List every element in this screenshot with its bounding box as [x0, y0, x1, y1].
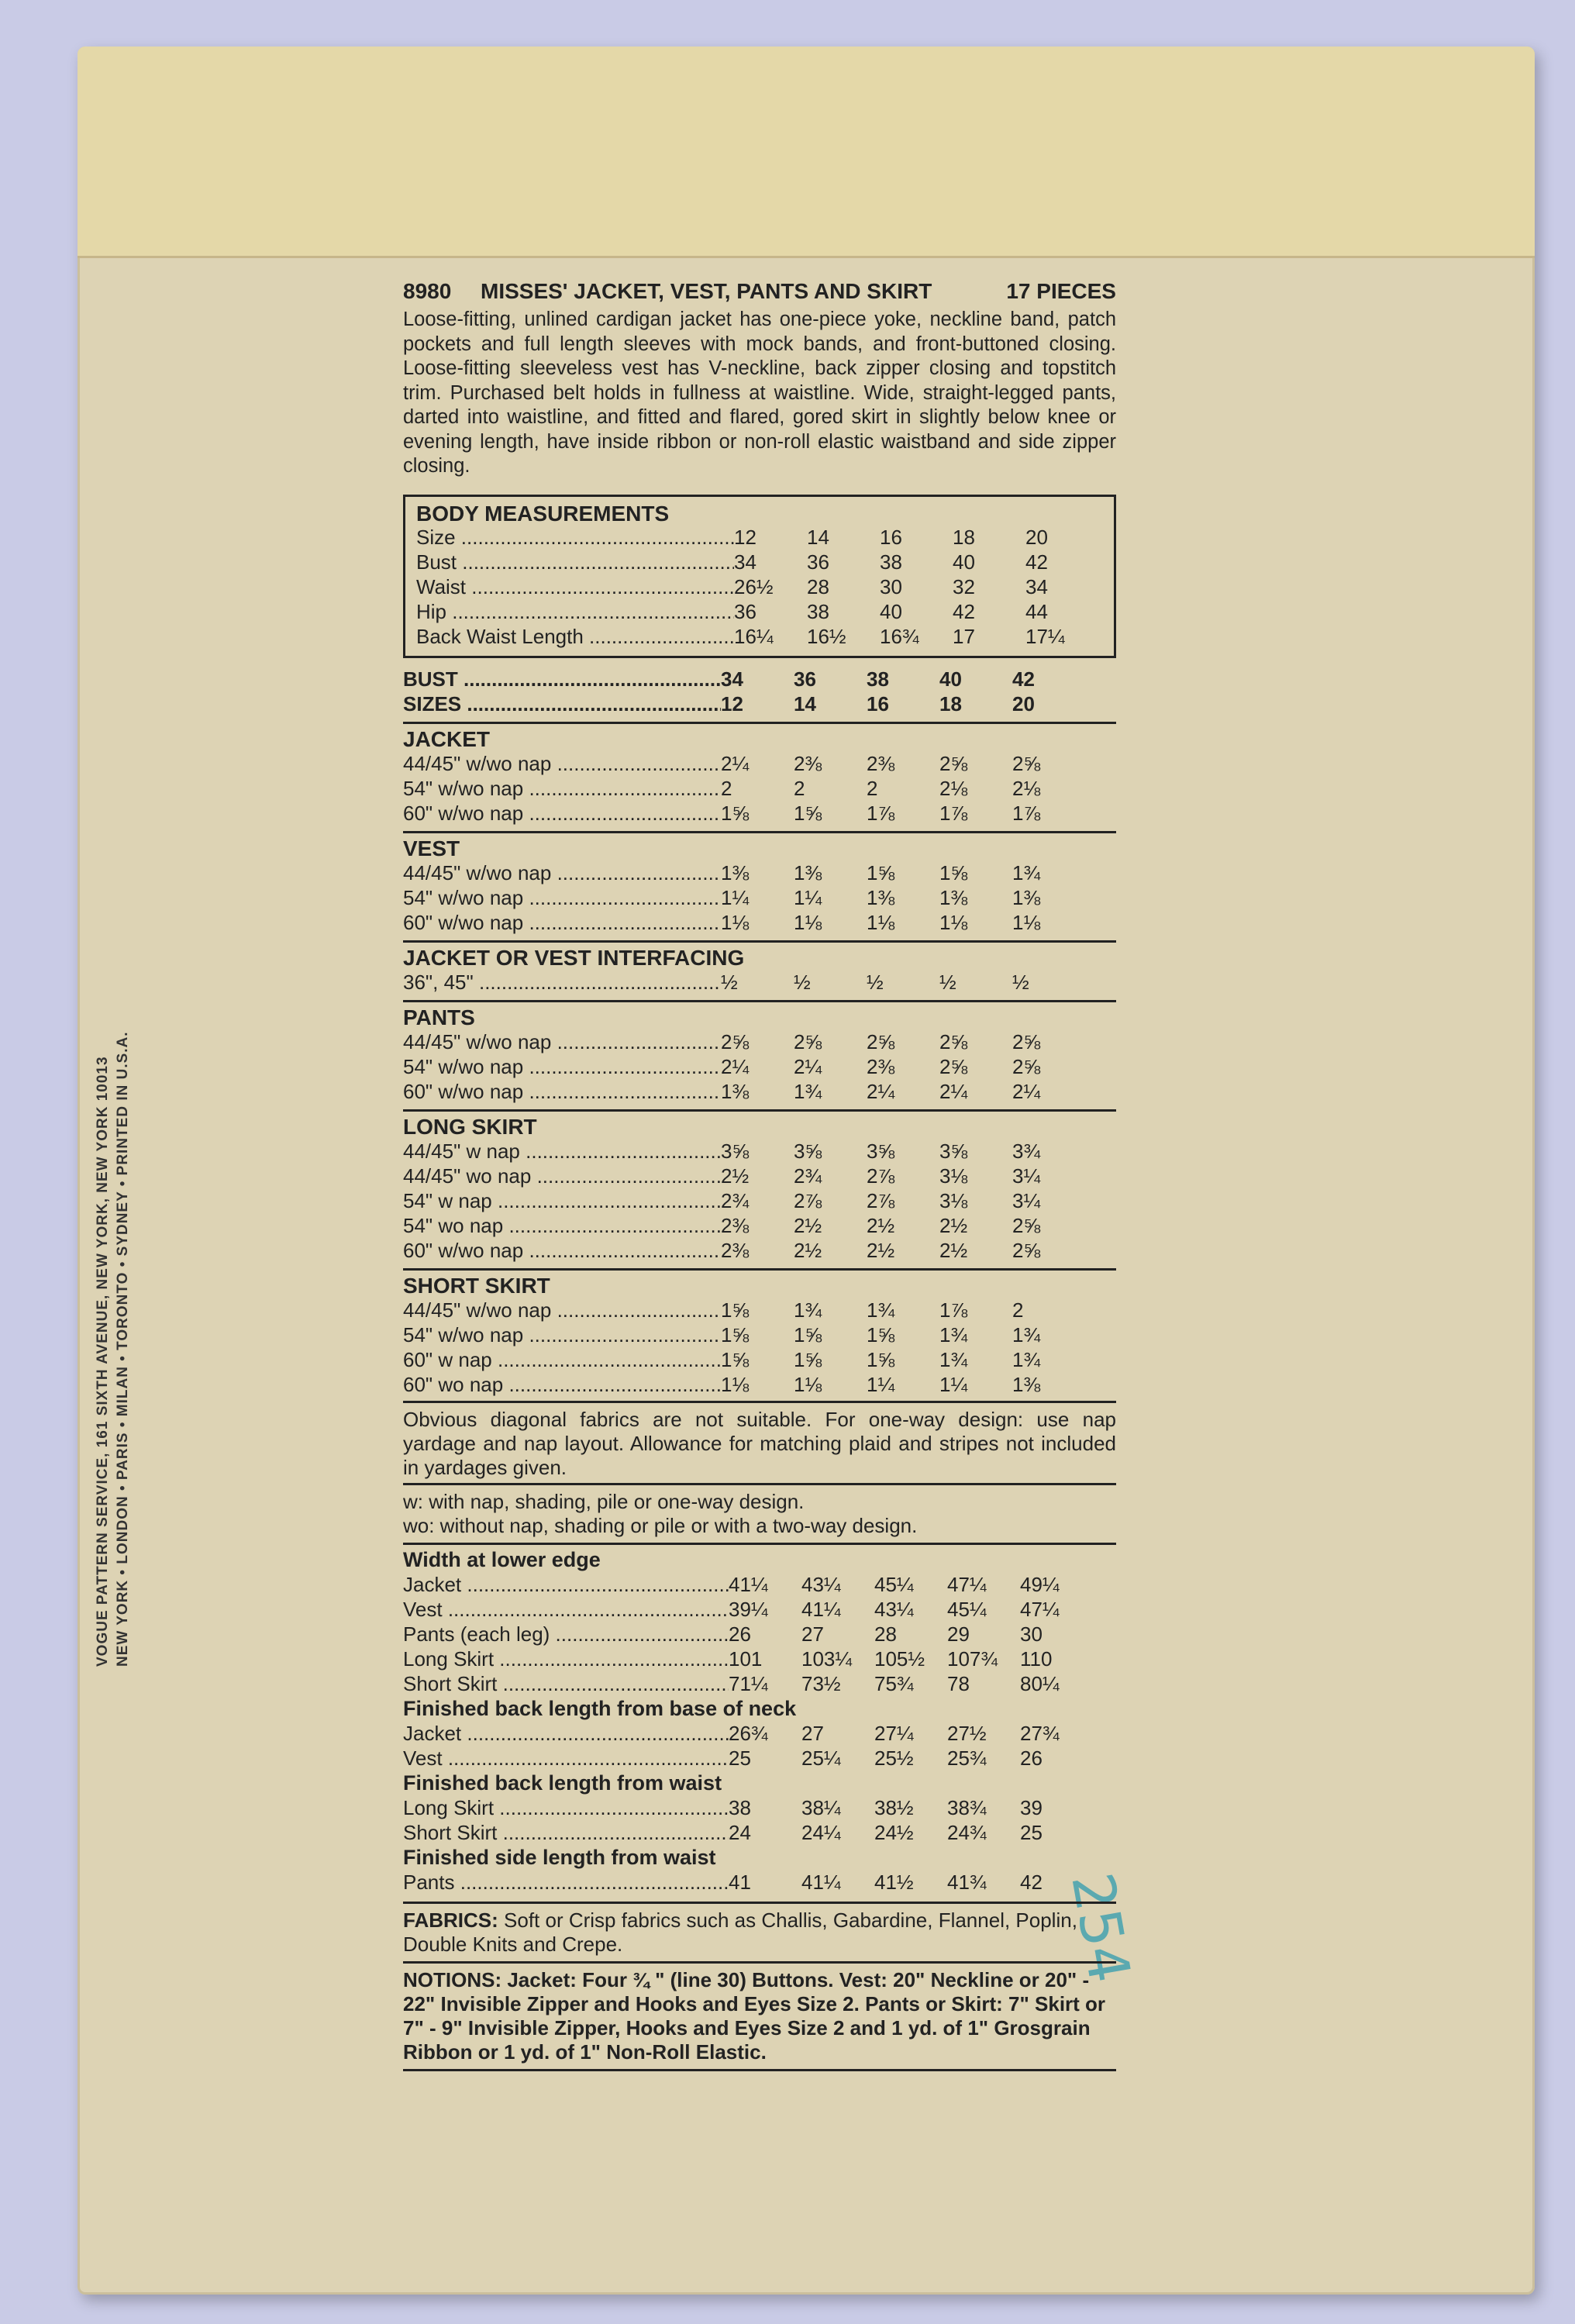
size-value: 27½ — [947, 1721, 987, 1745]
diagonal-note: Obvious diagonal fabrics are not suitable. For one-way design: use nap yardage and nap layout. Allowance for matching plaid and stripes not included in yardages given. — [403, 1401, 1116, 1480]
size-value: 28 — [874, 1622, 897, 1646]
size-value: 39 — [1020, 1795, 1043, 1819]
size-value: 26½ — [734, 574, 774, 598]
size-value: 18 — [953, 525, 975, 549]
size-value: 14 — [807, 525, 829, 549]
size-value: 17¼ — [1025, 624, 1065, 648]
size-value: 12 — [721, 691, 743, 715]
size-value: 2⅝ — [1012, 1238, 1041, 1262]
size-value: 47¼ — [947, 1572, 987, 1596]
size-value: 49¼ — [1020, 1572, 1060, 1596]
row-label: 60" w nap ..... — [403, 1348, 721, 1372]
size-value: 3⅛ — [939, 1188, 968, 1212]
size-value: 41½ — [874, 1870, 914, 1894]
body-measurement-row — [416, 625, 1106, 650]
size-value: ½ — [867, 970, 884, 994]
size-value: 1⅞ — [939, 801, 968, 825]
size-value: 34 — [1025, 574, 1048, 598]
size-value: 1⅛ — [794, 1372, 822, 1396]
size-value: 25¼ — [801, 1746, 841, 1770]
size-value: 2½ — [939, 1213, 968, 1237]
row-label: 54" w nap ..... — [403, 1189, 721, 1213]
size-value: 41 — [729, 1870, 751, 1894]
size-value: 2¼ — [721, 1054, 750, 1078]
size-value: 42 — [1012, 667, 1035, 691]
notions-text: Jacket: Four ¾ " (line 30) Buttons. Vest: 20" Neckline or 20" - 22" Invisible Zipper and Hooks and Eyes Size 2. Pants or Skirt: 7" Skirt or 7" - 9" Invisible Zipper, Hooks and Eyes Size 2 and 1 yd. of 1" Grosgrain Ribbon or 1 yd. of 1" Non-Roll Elastic. — [403, 1967, 1106, 2064]
row-label: Long Skirt ..... — [403, 1796, 729, 1820]
size-value: 2½ — [939, 1238, 968, 1262]
size-value: 105½ — [874, 1646, 925, 1671]
size-value: 3¼ — [1012, 1164, 1041, 1188]
size-value: 75¾ — [874, 1671, 914, 1695]
size-value: 17 — [953, 624, 975, 648]
size-header-row — [403, 667, 1116, 692]
size-value: 71¼ — [729, 1671, 768, 1695]
size-value: 30 — [880, 574, 902, 598]
size-value: 2⅜ — [794, 751, 822, 775]
row-label: 44/45" w nap ..... — [403, 1140, 721, 1164]
size-value: 3⅝ — [867, 1139, 895, 1163]
size-value: 36 — [734, 599, 756, 623]
size-value: 1⅝ — [867, 1322, 895, 1346]
yardage-row — [403, 1373, 1116, 1398]
size-value: 1⅛ — [939, 910, 968, 934]
publisher-cities: NEW YORK • LONDON • PARIS • MILAN • TORONTO • SYDNEY • PRINTED IN U.S.A. — [115, 1031, 131, 1667]
body-measurements-title: BODY MEASUREMENTS — [416, 501, 670, 526]
size-value: 38 — [807, 599, 829, 623]
size-value: 28 — [807, 574, 829, 598]
size-value: 3⅝ — [721, 1139, 750, 1163]
size-value: 80¼ — [1020, 1671, 1060, 1695]
row-label: 44/45" w/wo nap ..... — [403, 752, 721, 776]
size-value: 1⅝ — [721, 1298, 750, 1322]
row-label: 54" w/wo nap ..... — [403, 1323, 721, 1347]
row-label: Bust ..... — [416, 550, 734, 574]
size-header-row — [403, 692, 1116, 717]
size-value: 16 — [880, 525, 902, 549]
finished-row — [403, 1796, 1116, 1821]
row-label: BUST ..... — [403, 667, 721, 691]
notions-section — [403, 1961, 1116, 2071]
yardage-row — [403, 1164, 1116, 1189]
size-value: ½ — [794, 970, 811, 994]
yardage-section-title: PANTS — [403, 1005, 475, 1029]
yardage-row — [403, 1214, 1116, 1239]
size-value: 25½ — [874, 1746, 914, 1770]
yardage-section-title: SHORT SKIRT — [403, 1273, 550, 1298]
size-value: 27¼ — [874, 1721, 914, 1745]
publisher-address: VOGUE PATTERN SERVICE, 161 SIXTH AVENUE, NEW YORK, NEW YORK 10013 — [95, 1056, 111, 1667]
size-value: 45¼ — [874, 1572, 914, 1596]
size-value: 18 — [939, 691, 962, 715]
size-value: 38¼ — [801, 1795, 841, 1819]
size-value: 2⅜ — [867, 1054, 895, 1078]
size-value: 2⅞ — [794, 1188, 822, 1212]
body-measurements-rows — [416, 526, 1106, 650]
size-value: 2¾ — [721, 1188, 750, 1212]
row-label: Short Skirt ..... — [403, 1821, 729, 1845]
size-value: 41¼ — [801, 1870, 841, 1894]
size-value: 2¾ — [794, 1164, 822, 1188]
row-label: 60" w/wo nap ..... — [403, 1239, 721, 1263]
yardage-section — [403, 722, 1116, 826]
yardage-section-title: VEST — [403, 836, 460, 860]
size-value: 25¾ — [947, 1746, 987, 1770]
size-value: 20 — [1012, 691, 1035, 715]
yardage-section-title: LONG SKIRT — [403, 1114, 537, 1139]
size-value: 1¼ — [867, 1372, 895, 1396]
size-value: 2⅜ — [867, 751, 895, 775]
size-value: 43¼ — [874, 1597, 914, 1621]
size-value: 1⅞ — [939, 1298, 968, 1322]
size-value: 2¼ — [794, 1054, 822, 1078]
size-value: 26¾ — [729, 1721, 768, 1745]
size-value: 44 — [1025, 599, 1048, 623]
fabrics-label: FABRICS: — [403, 1908, 498, 1932]
yardage-row — [403, 802, 1116, 826]
row-label: 54" w/wo nap ..... — [403, 1055, 721, 1079]
body-measurement-row — [416, 550, 1106, 575]
publisher-side-text — [93, 698, 133, 1667]
finished-row — [403, 1722, 1116, 1746]
body-measurement-row — [416, 600, 1106, 625]
size-value: 38 — [729, 1795, 751, 1819]
row-label: 54" wo nap ..... — [403, 1214, 721, 1238]
finished-row — [403, 1647, 1116, 1672]
size-value: 2½ — [794, 1238, 822, 1262]
size-value: 27¾ — [1020, 1721, 1060, 1745]
finished-section-title: Finished back length from waist — [403, 1771, 722, 1795]
size-value: 1⅜ — [794, 860, 822, 884]
size-value: 38¾ — [947, 1795, 987, 1819]
size-value: 1⅝ — [794, 801, 822, 825]
size-value: 107¾ — [947, 1646, 998, 1671]
size-value: 2 — [867, 776, 878, 800]
size-value: 38 — [880, 550, 902, 574]
size-value: 103¼ — [801, 1646, 853, 1671]
size-value: 1⅜ — [721, 1079, 750, 1103]
size-value: 14 — [794, 691, 816, 715]
size-value: 110 — [1020, 1646, 1053, 1671]
notions-label: NOTIONS: — [403, 1967, 502, 1991]
yardage-row — [403, 1030, 1116, 1055]
size-value: 1⅜ — [867, 885, 895, 909]
piece-count: 17 PIECES — [1006, 279, 1116, 303]
yardage-section-title: JACKET OR VEST INTERFACING — [403, 945, 745, 970]
size-value: 45¼ — [947, 1597, 987, 1621]
size-value: 1¾ — [939, 1322, 968, 1346]
size-value: 2½ — [867, 1238, 895, 1262]
size-value: 2¼ — [1012, 1079, 1041, 1103]
size-value: 2⅝ — [1012, 1029, 1041, 1053]
size-value: 36 — [807, 550, 829, 574]
yardage-section — [403, 940, 1116, 995]
size-value: 1⅞ — [1012, 801, 1041, 825]
without-nap-definition: wo: without nap, shading or pile or with a two-way design. — [403, 1513, 918, 1537]
size-value: 40 — [939, 667, 962, 691]
size-value: 1¾ — [1012, 1322, 1041, 1346]
size-value: 24 — [729, 1820, 751, 1844]
size-value: 73½ — [801, 1671, 841, 1695]
row-label: 44/45" w/wo nap ..... — [403, 1030, 721, 1054]
size-value: 47¼ — [1020, 1597, 1060, 1621]
yardage-row — [403, 861, 1116, 886]
yardage-section — [403, 831, 1116, 936]
row-label: Hip ..... — [416, 600, 734, 624]
size-value: 2⅛ — [939, 776, 968, 800]
size-value: 1⅝ — [721, 1322, 750, 1346]
size-value: 1¾ — [867, 1298, 895, 1322]
size-value: 3⅛ — [939, 1164, 968, 1188]
yardage-section — [403, 1000, 1116, 1105]
size-value: 1¾ — [1012, 860, 1041, 884]
size-value: 2½ — [867, 1213, 895, 1237]
size-value: 1⅜ — [1012, 1372, 1041, 1396]
size-value: 1¾ — [1012, 1347, 1041, 1371]
row-label: 54" w/wo nap ..... — [403, 886, 721, 910]
size-value: 2 — [794, 776, 805, 800]
row-label: Vest ..... — [403, 1598, 729, 1622]
row-label: Back Waist Length ..... — [416, 625, 734, 649]
yardage-row — [403, 752, 1116, 777]
size-value: 43¼ — [801, 1572, 841, 1596]
size-value: 2⅞ — [867, 1188, 895, 1212]
size-value: 1⅜ — [939, 885, 968, 909]
row-label: 60" w/wo nap ..... — [403, 802, 721, 826]
finished-row — [403, 1598, 1116, 1622]
finished-row — [403, 1573, 1116, 1598]
size-value: 26 — [1020, 1746, 1043, 1770]
size-value: 2⅜ — [721, 1238, 750, 1262]
size-value: 1⅝ — [867, 1347, 895, 1371]
row-label: 44/45" w/wo nap ..... — [403, 1298, 721, 1322]
handwritten-stamp: 254 — [1058, 1868, 1143, 1988]
yardage-row — [403, 1298, 1116, 1323]
size-value: 27 — [801, 1721, 824, 1745]
size-value: 1⅜ — [1012, 885, 1041, 909]
size-value: 2 — [1012, 1298, 1024, 1322]
pattern-description: Loose-fitting, unlined cardigan jacket has one-piece yoke, neckline band, patch pockets and full length sleeves with mock bands, and front-buttoned closing. Loose-fitting sleeveless vest has V-neckline, back zipper closing and topstitch trim. Purchased belt holds in fullness at waistline. Wide, straight-legged pants, darted into waistline, and fitted and flared, gored skirt in slightly below knee or evening length, have inside ribbon or non-roll elastic waistband and side zipper closing. — [403, 309, 1116, 477]
size-value: 1¼ — [794, 885, 822, 909]
envelope-flap — [78, 47, 1535, 258]
pattern-title: MISSES' JACKET, VEST, PANTS AND SKIRT — [481, 279, 932, 303]
yardage-section — [403, 1109, 1116, 1264]
finished-measurements — [403, 1543, 1116, 1895]
yardage-table — [403, 722, 1116, 1398]
row-label: SIZES ..... — [403, 692, 721, 716]
size-value: 2⅞ — [867, 1164, 895, 1188]
row-label: 44/45" w/wo nap ..... — [403, 861, 721, 885]
yardage-row — [403, 971, 1116, 995]
size-value: 42 — [1020, 1870, 1043, 1894]
yardage-section — [403, 1268, 1116, 1398]
finished-row — [403, 1871, 1116, 1895]
finished-row — [403, 1821, 1116, 1846]
pattern-header — [403, 279, 1116, 303]
size-value: 1⅝ — [721, 801, 750, 825]
row-label: Pants (each leg) ..... — [403, 1622, 729, 1646]
yardage-row — [403, 1055, 1116, 1080]
size-value: 3¼ — [1012, 1188, 1041, 1212]
size-value: 34 — [734, 550, 756, 574]
fabrics-text: Soft or Crisp fabrics such as Challis, Gabardine, Flannel, Poplin, Double Knits and Crepe. — [403, 1908, 1077, 1956]
nap-definitions — [403, 1483, 1116, 1538]
row-label: Long Skirt ..... — [403, 1647, 729, 1671]
size-value: 16¾ — [880, 624, 919, 648]
size-value: 39¼ — [729, 1597, 768, 1621]
size-value: 20 — [1025, 525, 1048, 549]
row-label: 54" w/wo nap ..... — [403, 777, 721, 801]
size-value: 3¾ — [1012, 1139, 1041, 1163]
with-nap-definition: w: with nap, shading, pile or one-way design. — [403, 1489, 805, 1513]
row-label: Jacket ..... — [403, 1573, 729, 1597]
size-value: 1⅝ — [867, 860, 895, 884]
yardage-row — [403, 1323, 1116, 1348]
size-value: 101 — [729, 1646, 763, 1671]
size-value: 1⅝ — [794, 1322, 822, 1346]
size-value: 41¾ — [947, 1870, 987, 1894]
body-measurement-row — [416, 526, 1106, 550]
finished-section-title: Width at lower edge — [403, 1547, 601, 1571]
size-value: 2½ — [794, 1213, 822, 1237]
size-value: 26 — [729, 1622, 751, 1646]
yardage-row — [403, 1080, 1116, 1105]
size-value: 1⅝ — [794, 1347, 822, 1371]
pattern-number: 8980 — [403, 279, 452, 303]
size-value: 2¼ — [867, 1079, 895, 1103]
size-value: 2⅝ — [939, 751, 968, 775]
yardage-row — [403, 1348, 1116, 1373]
row-label: 44/45" wo nap ..... — [403, 1164, 721, 1188]
size-value: 1⅞ — [867, 801, 895, 825]
yardage-row — [403, 1239, 1116, 1264]
body-measurement-row — [416, 575, 1106, 600]
size-value: ½ — [1012, 970, 1029, 994]
size-value: 1⅛ — [867, 910, 895, 934]
size-value: 1⅝ — [939, 860, 968, 884]
row-label: 60" w/wo nap ..... — [403, 911, 721, 935]
size-value: 2⅝ — [939, 1054, 968, 1078]
row-label: Pants ..... — [403, 1871, 729, 1895]
size-value: 38½ — [874, 1795, 914, 1819]
size-value: 2⅜ — [721, 1213, 750, 1237]
yardage-row — [403, 777, 1116, 802]
size-value: 29 — [947, 1622, 970, 1646]
size-value: 34 — [721, 667, 743, 691]
row-label: Size ..... — [416, 526, 734, 550]
size-value: 1⅛ — [721, 1372, 750, 1396]
size-value: 2⅝ — [867, 1029, 895, 1053]
size-value: 41¼ — [801, 1597, 841, 1621]
size-value: 1⅝ — [721, 1347, 750, 1371]
row-label: 60" w/wo nap ..... — [403, 1080, 721, 1104]
size-value: 3⅝ — [939, 1139, 968, 1163]
size-value: ½ — [939, 970, 956, 994]
size-value: 24¼ — [801, 1820, 841, 1844]
row-label: 36", 45" ..... — [403, 971, 721, 995]
yardage-section-title: JACKET — [403, 726, 491, 751]
size-value: 1⅛ — [794, 910, 822, 934]
yardage-row — [403, 1189, 1116, 1214]
size-value: 2⅝ — [794, 1029, 822, 1053]
row-label: Jacket ..... — [403, 1722, 729, 1746]
size-value: 78 — [947, 1671, 970, 1695]
size-value: 2⅝ — [939, 1029, 968, 1053]
size-value: 36 — [794, 667, 816, 691]
size-value: 32 — [953, 574, 975, 598]
size-value: 27 — [801, 1622, 824, 1646]
size-value: 1⅛ — [721, 910, 750, 934]
size-value: 1¼ — [939, 1372, 968, 1396]
size-value: 1¾ — [939, 1347, 968, 1371]
size-value: 42 — [1025, 550, 1048, 574]
size-value: 41¼ — [729, 1572, 768, 1596]
finished-row — [403, 1622, 1116, 1647]
row-label: Vest ..... — [403, 1746, 729, 1771]
size-value: 2⅝ — [1012, 1213, 1041, 1237]
row-label: Short Skirt ..... — [403, 1672, 729, 1696]
yardage-row — [403, 1140, 1116, 1164]
size-value: 16¼ — [734, 624, 774, 648]
finished-row — [403, 1746, 1116, 1771]
row-label: Waist ..... — [416, 575, 734, 599]
size-value: 25 — [729, 1746, 751, 1770]
row-label: 60" wo nap ..... — [403, 1373, 721, 1397]
size-value: 38 — [867, 667, 889, 691]
size-value: 16½ — [807, 624, 846, 648]
size-value: 40 — [953, 550, 975, 574]
size-value: 2¼ — [721, 751, 750, 775]
size-value: 40 — [880, 599, 902, 623]
finished-section-title: Finished side length from waist — [403, 1845, 716, 1869]
size-value: 16 — [867, 691, 889, 715]
size-value: 2⅝ — [721, 1029, 750, 1053]
size-value: 24¾ — [947, 1820, 987, 1844]
size-value: 2⅝ — [1012, 1054, 1041, 1078]
size-value: 2 — [721, 776, 732, 800]
finished-section-title: Finished back length from base of neck — [403, 1696, 797, 1720]
size-value: 25 — [1020, 1820, 1043, 1844]
size-value: 1¾ — [794, 1079, 822, 1103]
yardage-row — [403, 911, 1116, 936]
fabrics-section — [403, 1902, 1116, 1957]
size-value: 42 — [953, 599, 975, 623]
size-header — [403, 667, 1116, 717]
size-value: 2¼ — [939, 1079, 968, 1103]
size-value: 12 — [734, 525, 756, 549]
pattern-info-panel — [403, 279, 1116, 2071]
size-value: 2⅛ — [1012, 776, 1041, 800]
size-value: 30 — [1020, 1622, 1043, 1646]
size-value: ½ — [721, 970, 738, 994]
size-value: 1¾ — [794, 1298, 822, 1322]
size-value: 1⅜ — [721, 860, 750, 884]
size-value: 1¼ — [721, 885, 750, 909]
yardage-row — [403, 886, 1116, 911]
size-value: 24½ — [874, 1820, 914, 1844]
size-value: 2½ — [721, 1164, 750, 1188]
size-value: 2⅝ — [1012, 751, 1041, 775]
body-measurements-box — [403, 495, 1116, 658]
size-value: 1⅛ — [1012, 910, 1041, 934]
size-value: 3⅝ — [794, 1139, 822, 1163]
finished-row — [403, 1672, 1116, 1697]
